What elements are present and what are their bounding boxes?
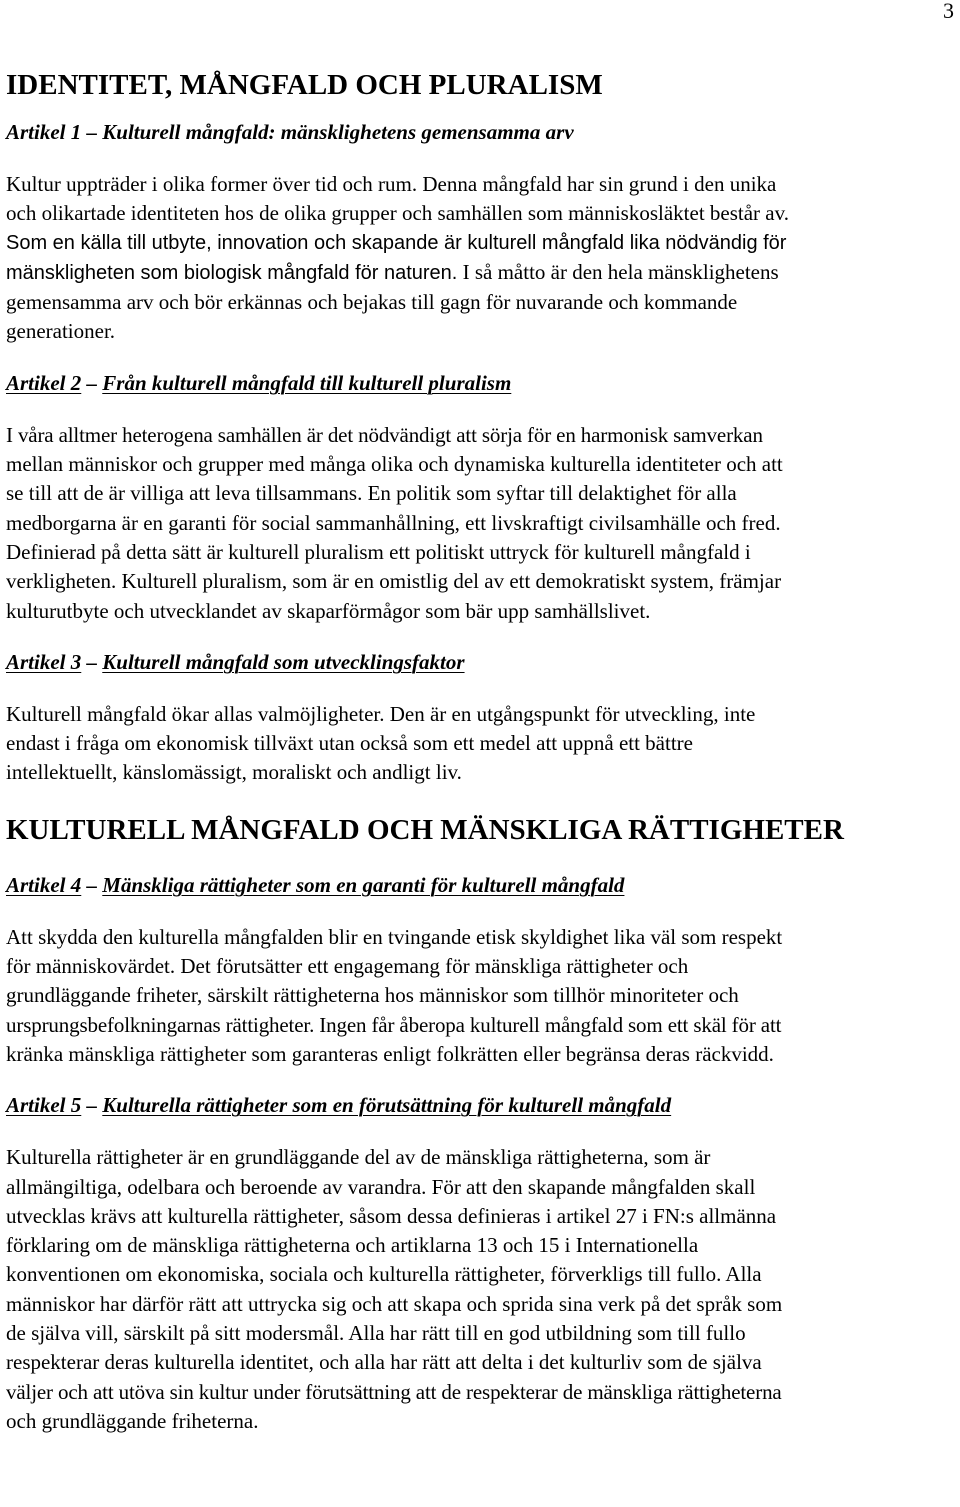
section-heading-identity: IDENTITET, MÅNGFALD OCH PLURALISM [6, 69, 603, 101]
article-4-paragraph [6, 923, 958, 1069]
article-2-paragraph [6, 421, 958, 626]
article-2-prefix: Artikel 2 [6, 370, 82, 395]
paragraph-line: Kulturell mångfald ökar allas valmöjligheter. Den är en utgångspunkt för utveckling, inte [6, 701, 756, 726]
paragraph-line: grundläggande friheter, särskilt rättigheterna hos människor som tillhör minoriteter och [6, 983, 739, 1008]
article-4-prefix: Artikel 4 [6, 872, 82, 897]
article-4-dash: – [81, 872, 103, 897]
paragraph-line: kulturutbyte och utvecklandet av skaparförmågor som bär upp samhällslivet. [6, 598, 651, 623]
paragraph-line: utvecklas krävs att kulturella rättigheter, såsom dessa definieras i artikel 27 i FN:s allmänna [6, 1203, 777, 1228]
article-5-dash: – [81, 1093, 103, 1118]
paragraph-line: Definierad på detta sätt är kulturell pluralism ett politiskt uttryck för kulturell mångfald i [6, 539, 751, 564]
paragraph-line: mellan människor och grupper med många olika och dynamiska kulturella identiteter och att [6, 452, 783, 477]
paragraph-line: människor har därför rätt att uttrycka sig och att skapa och sprida sina verk på det språk som [6, 1291, 783, 1316]
paragraph-line: ursprungsbefolkningarnas rättigheter. Ingen får åberopa kulturell mångfald som ett skäl för att [6, 1012, 782, 1037]
article-4-heading [6, 870, 958, 900]
paragraph-line: se till att de är villiga att leva tillsammans. En politik som syftar till delaktighet för alla [6, 481, 737, 506]
paragraph-line: väljer och att utöva sin kultur under förutsättning att de respekterar de mänskliga rättigheterna [6, 1379, 782, 1404]
paragraph-line: generationer. [6, 319, 116, 344]
paragraph-line: I våra alltmer heterogena samhällen är det nödvändigt att sörja för en harmonisk samverkan [6, 422, 763, 447]
article-2-title: Från kulturell mångfald till kulturell pluralism [102, 370, 512, 395]
article-4-title: Mänskliga rättigheter som en garanti för kulturell mångfald [102, 872, 625, 897]
paragraph-line-fragment: mänskligheten som biologisk mångfald för naturen. [6, 261, 458, 284]
article-5-paragraph [6, 1143, 958, 1436]
paragraph-line: verkligheten. Kulturell pluralism, som är en omistlig del av ett demokratiskt system, främjar [6, 569, 782, 594]
section-heading-human-rights: KULTURELL MÅNGFALD OCH MÄNSKLIGA RÄTTIGHETER [6, 813, 844, 846]
paragraph-line: Att skydda den kulturella mångfalden blir en tvingande etisk skyldighet lika väl som respekt [6, 924, 783, 949]
page-number: 3 [943, 0, 954, 23]
article-3-dash: – [81, 649, 103, 674]
paragraph-line: konventionen om ekonomiska, sociala och kulturella rättigheter, förverkligs till fullo. Alla [6, 1262, 762, 1287]
article-5-heading [6, 1090, 958, 1120]
article-5-title: Kulturella rättigheter som en förutsättning för kulturell mångfald [102, 1093, 672, 1118]
article-3-prefix: Artikel 3 [6, 649, 82, 674]
paragraph-line: de själva vill, särskilt på sitt modersmål. Alla har rätt till en god utbildning som till fullo [6, 1321, 746, 1346]
paragraph-line: respekterar deras kulturella identitet, och alla har rätt att delta i det kulturliv som de själva [6, 1350, 762, 1375]
article-1-paragraph [6, 170, 958, 347]
paragraph-line: och grundläggande friheterna. [6, 1408, 259, 1433]
paragraph-line: och olikartade identiteten hos de olika grupper och samhällen som människosläktet består av. [6, 201, 789, 226]
paragraph-line: gemensamma arv och bör erkännas och bejakas till gagn för nuvarande och kommande [6, 290, 738, 315]
paragraph-line-fragment: I så måtto är den hela mänsklighetens [457, 259, 779, 284]
article-3-paragraph [6, 700, 958, 788]
article-1-heading: Artikel 1 – Kulturell mångfald: mänsklighetens gemensamma arv [6, 120, 574, 144]
paragraph-line [6, 258, 958, 288]
article-3-heading [6, 647, 958, 677]
paragraph-line: intellektuellt, känslomässigt, moraliskt och andligt liv. [6, 760, 462, 785]
paragraph-line: Kultur uppträder i olika former över tid och rum. Denna mångfald har sin grund i den unika [6, 172, 777, 196]
paragraph-line: endast i fråga om ekonomisk tillväxt utan också som ett medel att uppnå ett bättre [6, 731, 693, 756]
paragraph-line: Kulturella rättigheter är en grundläggande del av de mänskliga rättigheterna, som är [6, 1145, 711, 1170]
paragraph-line: förklaring om de mänskliga rättigheterna och artiklarna 13 och 15 i Internationella [6, 1233, 699, 1258]
paragraph-line: Som en källa till utbyte, innovation och skapande är kulturell mångfald lika nödvändig för [6, 231, 787, 254]
article-2-dash: – [81, 370, 103, 395]
article-5-prefix: Artikel 5 [6, 1093, 82, 1118]
paragraph-line: kränka mänskliga rättigheter som garanteras enligt folkrätten eller begränsa deras räckvidd. [6, 1041, 774, 1066]
article-2-heading [6, 368, 958, 398]
paragraph-line: medborgarna är en garanti för social sammanhållning, ett livskraftigt civilsamhälle och fred. [6, 510, 781, 535]
document-body [6, 66, 958, 1457]
paragraph-line: allmängiltiga, odelbara och beroende av varandra. För att den skapande mångfalden skall [6, 1174, 756, 1199]
paragraph-line: för människovärdet. Det förutsätter ett engagemang för mänskliga rättigheter och [6, 954, 689, 979]
article-3-title: Kulturell mångfald som utvecklingsfaktor [102, 649, 465, 674]
